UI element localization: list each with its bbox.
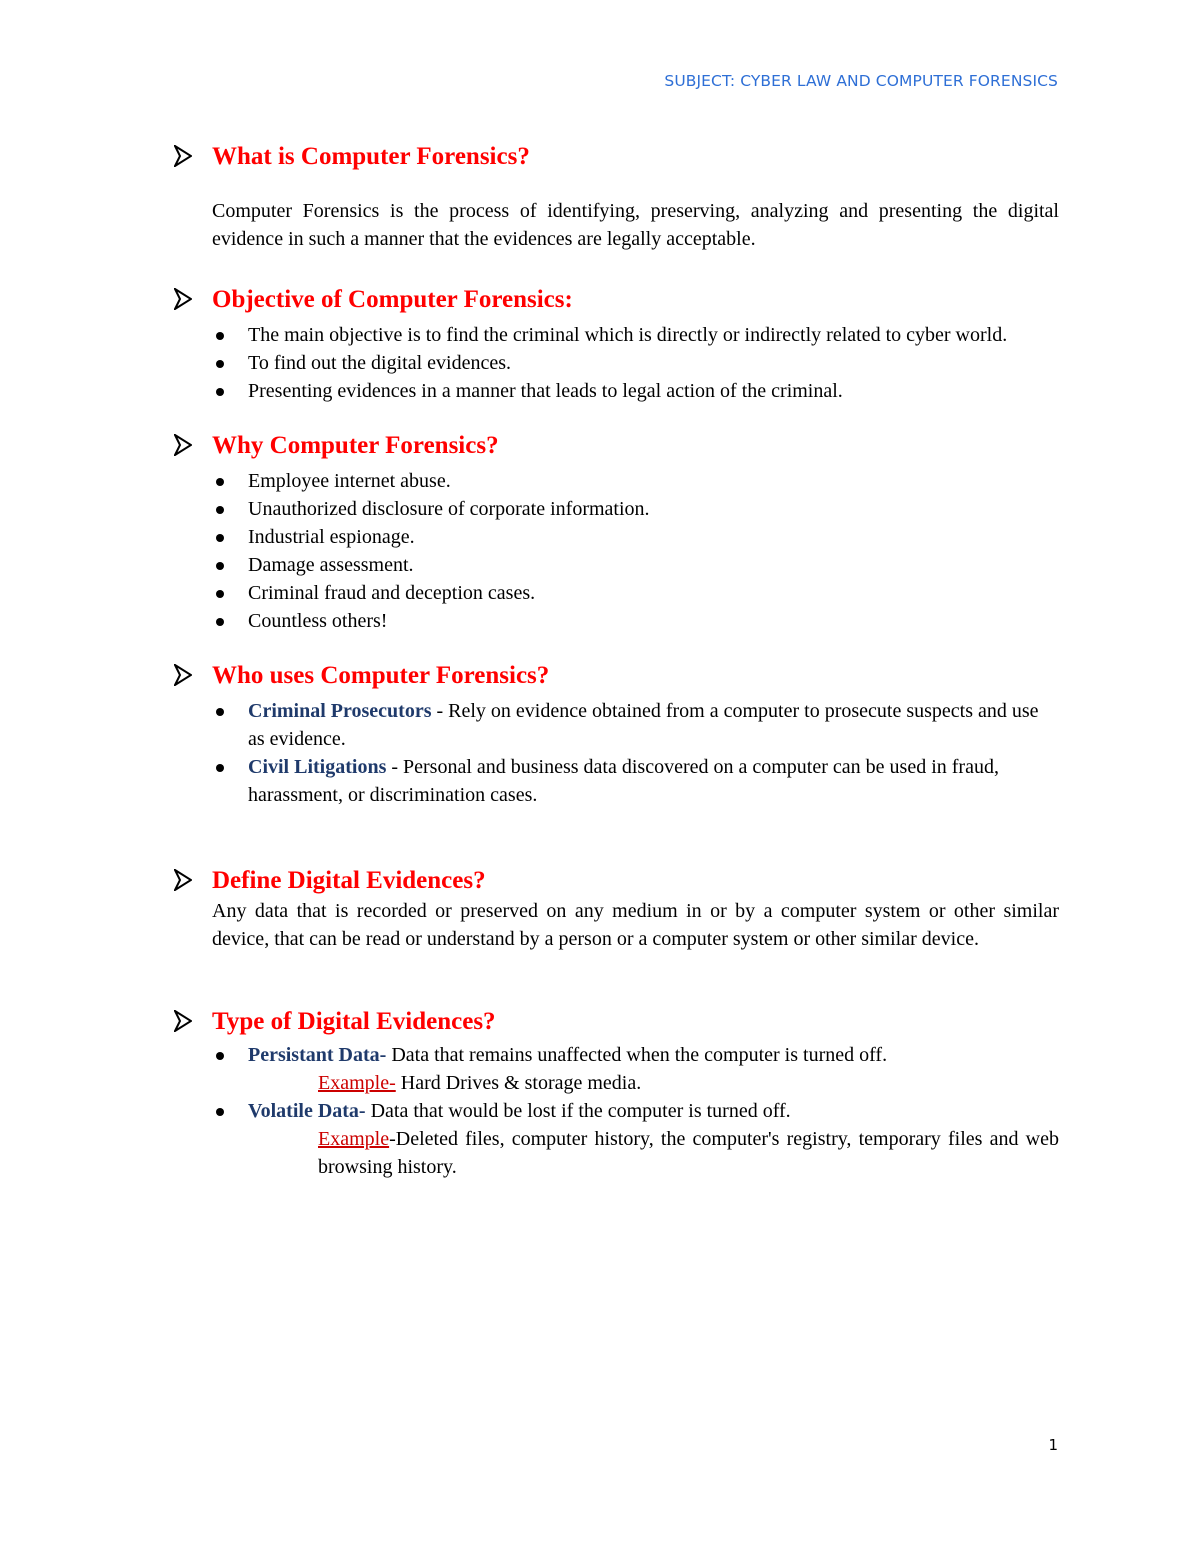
bullet-dot-icon — [216, 478, 224, 486]
list-item-text: Criminal fraud and deception cases. — [248, 582, 536, 604]
list-item — [212, 1041, 1059, 1097]
list-item — [212, 349, 1059, 377]
heading-who — [174, 659, 1059, 693]
arrow-bullet-icon — [174, 1010, 192, 1034]
example-label: Example — [318, 1128, 390, 1150]
list-item-text: To find out the digital evidences. — [248, 352, 511, 374]
list-item — [212, 495, 1059, 523]
bullet-dot-icon — [216, 388, 224, 396]
page-number: 1 — [1048, 1436, 1058, 1454]
heading-text: What is Computer Forensics? — [212, 143, 530, 170]
term-civil-litigations: Civil Litigations — [248, 756, 387, 778]
page-header-subject: SUBJECT: CYBER LAW AND COMPUTER FORENSICS — [664, 72, 1058, 90]
bullet-dot-icon — [216, 506, 224, 514]
list-item — [212, 579, 1059, 607]
list-item — [212, 753, 1049, 809]
bullet-dot-icon — [216, 562, 224, 570]
list-item-text: Data that remains unaffected when the computer is turned off. — [386, 1044, 888, 1066]
list-item-text: Employee internet abuse. — [248, 470, 451, 492]
list-item-text: Data that would be lost if the computer is turned off. — [365, 1100, 791, 1122]
list-objective — [212, 321, 1059, 405]
list-item-text: Industrial espionage. — [248, 526, 415, 548]
term-criminal-prosecutors: Criminal Prosecutors — [248, 700, 432, 722]
example-text: -Deleted files, computer history, the computer's registry, temporary files and web browsing history. — [318, 1128, 1059, 1178]
heading-text: Objective of Computer Forensics: — [212, 286, 573, 313]
bullet-dot-icon — [216, 590, 224, 598]
list-item — [212, 321, 1059, 349]
arrow-bullet-icon — [174, 288, 192, 312]
bullet-dot-icon — [216, 708, 224, 716]
list-item — [212, 697, 1049, 753]
heading-text: Why Computer Forensics? — [212, 432, 499, 459]
list-item — [212, 523, 1059, 551]
list-item — [212, 607, 1059, 635]
heading-define — [174, 864, 1059, 898]
heading-types — [174, 1005, 1059, 1039]
bullet-dot-icon — [216, 1052, 224, 1060]
list-item-text: Presenting evidences in a manner that leads to legal action of the criminal. — [248, 380, 843, 402]
heading-what-is-computer-forensics — [174, 140, 1059, 174]
bullet-dot-icon — [216, 332, 224, 340]
arrow-bullet-icon — [174, 869, 192, 893]
heading-objective — [174, 283, 1059, 317]
bullet-dot-icon — [216, 618, 224, 626]
term-volatile-data: Volatile Data- — [248, 1100, 366, 1122]
list-item-text: The main objective is to find the criminal which is directly or indirectly related to cyber world. — [248, 324, 1008, 346]
list-item — [212, 467, 1059, 495]
list-item-text: Damage assessment. — [248, 554, 414, 576]
list-who — [212, 697, 1059, 809]
heading-text: Type of Digital Evidences? — [212, 1008, 496, 1035]
list-why — [212, 467, 1059, 635]
bullet-dot-icon — [216, 1108, 224, 1116]
list-item — [212, 1097, 1059, 1181]
paragraph-define-digital-evidences: Any data that is recorded or preserved on any medium in or by a computer system or other similar device, that can be read or understand by a person or a computer system or other similar device. — [212, 900, 1059, 950]
list-item-text: - Rely on evidence obtained from a computer to prosecute suspects and use as evidence. — [248, 700, 1039, 750]
paragraph-what-definition: Computer Forensics is the process of identifying, preserving, analyzing and presenting the digital evidence in such a manner that the evidences are legally acceptable. — [212, 200, 1059, 250]
bullet-dot-icon — [216, 360, 224, 368]
document-body — [174, 140, 1059, 1181]
list-types — [212, 1041, 1059, 1181]
arrow-bullet-icon — [174, 434, 192, 458]
list-item-text: - Personal and business data discovered on a computer can be used in fraud, harassment, or discrimination cases. — [248, 756, 999, 806]
bullet-dot-icon — [216, 764, 224, 772]
heading-text: Define Digital Evidences? — [212, 867, 486, 894]
list-item — [212, 377, 1059, 405]
example-text: Hard Drives & storage media. — [395, 1072, 642, 1094]
term-persistant-data: Persistant Data- — [248, 1044, 387, 1066]
example-line — [248, 1125, 1059, 1181]
heading-text: Who uses Computer Forensics? — [212, 662, 550, 689]
example-label: Example- — [318, 1072, 396, 1094]
heading-why — [174, 429, 1059, 463]
arrow-bullet-icon — [174, 664, 192, 688]
example-line — [248, 1069, 1059, 1097]
bullet-dot-icon — [216, 534, 224, 542]
arrow-bullet-icon — [174, 145, 192, 169]
list-item-text: Unauthorized disclosure of corporate information. — [248, 498, 650, 520]
list-item-text: Countless others! — [248, 610, 388, 632]
list-item — [212, 551, 1059, 579]
